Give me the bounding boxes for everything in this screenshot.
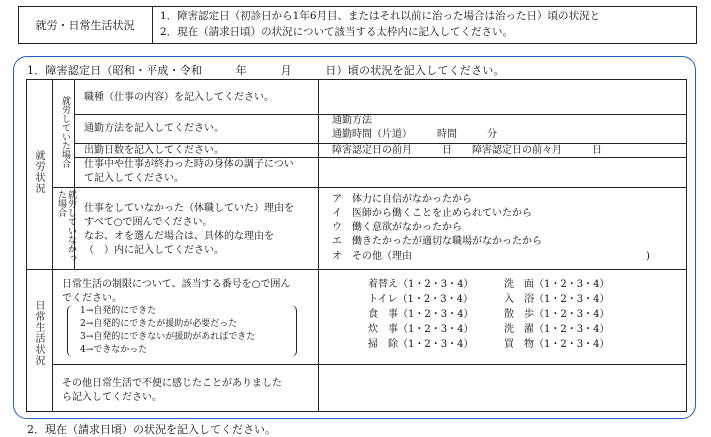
activity-meals[interactable]: 食 事（1・2・3・4） <box>368 309 474 320</box>
q-commute: 通勤方法を記入してください。 <box>84 123 224 134</box>
reason-e-close: ) <box>646 251 650 262</box>
activity-bathing[interactable]: 入 浴（1・2・3・4） <box>504 294 610 305</box>
activity-dressing[interactable]: 着替え（1・2・3・4） <box>368 279 474 290</box>
scale-1: 1→自発的にできた <box>80 306 157 316</box>
scale-3: 3→自発的にできないが援助があればできた <box>80 332 256 342</box>
q-reason-2: すべて○で囲んでください。 <box>84 217 213 228</box>
activity-cooking[interactable]: 炊 事（1・2・3・4） <box>368 324 474 335</box>
working-label: 就労していた場合 <box>60 96 70 168</box>
reason-e[interactable]: オ その他（理由 <box>332 251 412 262</box>
header-label: 就労・日常生活状況 <box>18 6 153 44</box>
q-reason-4: （ ）内に記入してください。 <box>84 245 224 256</box>
q-condition-1: 仕事中や仕事が終わった時の身体の調子につい <box>84 159 294 170</box>
activity-toilet[interactable]: トイレ（1・2・3・4） <box>368 294 473 305</box>
q-limit-1: 日常生活の制限について、該当する番号を○で囲ん <box>62 279 291 290</box>
reason-c[interactable]: ウ 働く意欲がなかったから <box>332 222 462 233</box>
activity-shopping[interactable]: 買 物（1・2・3・4） <box>504 339 610 350</box>
section1-title: 1．障害認定日（昭和・平成・令和 年 月 日）頃の状況を記入してください。 <box>27 64 505 77</box>
q-other-2: ら記入してください。 <box>62 392 162 403</box>
commute-method-field[interactable]: 通勤方法 <box>332 115 372 126</box>
scale-2: 2→自発的にできたが援助が必要だった <box>80 319 238 329</box>
activity-walking[interactable]: 散 歩（1・2・3・4） <box>504 309 610 320</box>
q-reason-1: 仕事をしていなかった（休職していた）理由を <box>84 203 294 214</box>
work-status-label: 就労状況 <box>33 150 44 194</box>
scale-4: 4→できなかった <box>80 345 148 355</box>
reason-d[interactable]: エ 働きたかったが適切な職場がなかったから <box>332 236 542 247</box>
work-days-field[interactable]: 障害認定日の前月 日 障害認定日の前々月 日 <box>332 145 602 156</box>
daily-life-label: 日常生活状況 <box>33 300 44 366</box>
q-other-1: その他日常生活で不便に感じたことがありました <box>62 378 282 389</box>
header-line-1: 1．障害認定日（初診日から1年6月目、またはそれ以前に治った場合は治った日）頃の状況と <box>160 10 601 22</box>
commute-time-field[interactable]: 通勤時間（片道） 時間 分 <box>332 129 497 140</box>
reason-b[interactable]: イ 医師から働くことを止められていたから <box>332 208 532 219</box>
q-reason-3: なお、オを選んだ場合は、具体的な理由を <box>84 231 274 242</box>
section2-title: 2．現在（請求日頃）の状況を記入してください。 <box>27 423 276 436</box>
not-working-label: 就労していなかった場合 <box>56 190 76 262</box>
activity-laundry[interactable]: 洗 濯（1・2・3・4） <box>504 324 610 335</box>
q-occupation: 職種（仕事の内容）を記入してください。 <box>84 92 274 103</box>
activity-washing-face[interactable]: 洗 面（1・2・3・4） <box>504 279 610 290</box>
header-line-2: 2．現在（請求日頃）の状況について該当する太枠内に記入してください。 <box>160 26 513 38</box>
activity-cleaning[interactable]: 掃 除（1・2・3・4） <box>368 339 474 350</box>
q-days: 出勤日数を記入してください。 <box>84 145 224 156</box>
q-condition-2: て記入してください。 <box>84 173 184 184</box>
reason-a[interactable]: ア 体力に自信がなかったから <box>332 194 472 205</box>
q-limit-2: でください。 <box>62 293 122 304</box>
